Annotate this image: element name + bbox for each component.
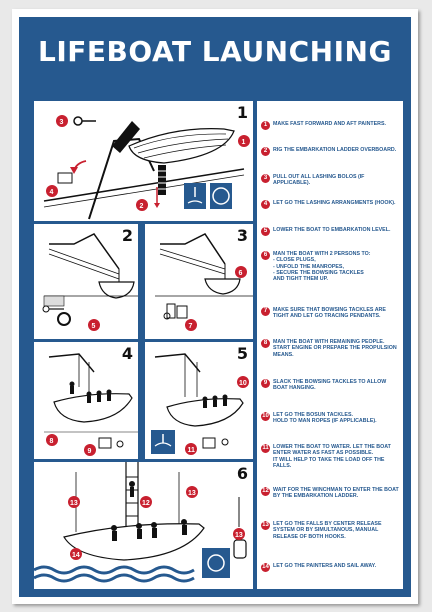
step-text: LET GO THE BOSUN TACKLES. HOLD TO MAN ROPES (IF APPLICABLE).	[273, 412, 377, 425]
step-number-badge: 2	[261, 147, 270, 156]
step-text: PULL OUT ALL LASHING BOLOS (IF APPLICABLE).	[273, 174, 365, 187]
step-text: WAIT FOR THE WINCHMAN TO ENTER THE BOAT BY THE EMBARKATION LADDER.	[273, 487, 399, 500]
illustration-panel-1	[34, 101, 253, 221]
step-text: LOWER THE BOAT TO EMBARKATION LEVEL.	[273, 227, 391, 233]
step-item	[261, 487, 401, 500]
svg-text:12: 12	[142, 500, 150, 507]
svg-text:7: 7	[188, 323, 193, 330]
svg-text:10: 10	[239, 380, 247, 387]
panel-number: 1	[236, 103, 248, 122]
step-text: RIG THE EMBARKATION LADDER OVERBOARD.	[273, 147, 397, 153]
page-title: LIFEBOAT LAUNCHING	[38, 35, 392, 68]
step-number-badge: 8	[261, 339, 270, 348]
svg-text:13: 13	[70, 500, 78, 507]
step-text: LET GO THE FALLS BY CENTER RELEASE SYSTEM OR BY SIMULTANOUS, MANUAL RELEASE OF BOTH HOOKS.	[273, 521, 382, 540]
svg-text:4: 4	[49, 189, 54, 196]
step-number-badge: 4	[261, 200, 270, 209]
step-number-badge: 1	[261, 121, 270, 130]
step-item	[261, 200, 401, 209]
svg-text:9: 9	[87, 448, 92, 455]
panel-number: 2	[121, 226, 133, 245]
svg-text:6: 6	[238, 270, 243, 277]
illustration-panel-3	[145, 224, 253, 339]
svg-text:13: 13	[188, 490, 196, 497]
sign-sheet	[12, 9, 418, 604]
svg-text:1: 1	[241, 139, 246, 146]
svg-text:2: 2	[139, 203, 144, 210]
step-item	[261, 121, 401, 130]
step-text: MAN THE BOAT WITH REMAINING PEOPLE. START ENGINE OR PREPARE THE PROPULSION MEANS.	[273, 339, 397, 358]
step-text: MAN THE BOAT WITH 2 PERSONS TO: - CLOSE PLUGS, - UNFOLD THE MANROPES, - SECURE THE BOWSING TACKLES AND TIGHT THEM UP.	[273, 251, 371, 283]
panel-number: 4	[121, 344, 133, 363]
step-item	[261, 251, 401, 282]
panel-6-drawing	[34, 462, 253, 589]
step-number-badge: 13	[262, 522, 269, 528]
step-item	[261, 307, 401, 320]
step-text: LET GO THE LASHING ARRANGMENTS (HOOK).	[273, 200, 396, 206]
step-number-badge: 9	[261, 379, 270, 388]
step-item	[261, 147, 401, 156]
step-item	[261, 174, 401, 187]
step-text: LOWER THE BOAT TO WATER. LET THE BOAT ENTER WATER AS FAST AS POSSIBLE. IT WILL HELP TO TAKE THE LOAD OFF THE FALLS.	[273, 444, 391, 469]
step-item	[261, 227, 401, 236]
step-item	[261, 521, 401, 540]
step-number-badge: 7	[261, 307, 270, 316]
svg-text:5: 5	[91, 323, 96, 330]
step-number-badge: 10	[262, 413, 269, 419]
steps-list	[257, 101, 403, 589]
svg-text:14: 14	[72, 552, 80, 559]
step-number-badge: 6	[261, 251, 270, 260]
panel-number: 5	[236, 344, 248, 363]
illustration-panel-6	[34, 462, 253, 589]
step-item	[261, 412, 401, 425]
panel-number: 3	[236, 226, 248, 245]
illustration-panel-2	[34, 224, 138, 339]
step-number-badge: 3	[261, 174, 270, 183]
product-code: TPS08	[49, 584, 63, 589]
step-text: MAKE SURE THAT BOWSING TACKLES ARE TIGHT AND LET GO TRACING PENDANTS.	[273, 307, 386, 320]
svg-text:8: 8	[49, 438, 54, 445]
step-number-badge: 12	[262, 488, 269, 494]
step-text: MAKE FAST FORWARD AND AFT PAINTERS.	[273, 121, 386, 127]
step-item	[261, 379, 401, 392]
svg-text:3: 3	[59, 119, 64, 126]
step-item	[261, 339, 401, 358]
svg-text:11: 11	[187, 447, 195, 454]
brand-label: signproject ©	[368, 584, 395, 589]
step-text: LET GO THE PAINTERS AND SAIL AWAY.	[273, 563, 377, 569]
svg-text:13: 13	[235, 532, 243, 539]
step-number-badge: 5	[261, 227, 270, 236]
sign-plate	[19, 17, 411, 597]
step-number-badge: 14	[262, 564, 269, 570]
step-item	[261, 444, 401, 469]
step-text: SLACK THE BOWSING TACKLES TO ALLOW BOAT HANGING.	[273, 379, 387, 392]
panel-1-drawing	[34, 101, 253, 221]
illustration-panel-4	[34, 342, 138, 459]
step-number-badge: 11	[262, 445, 269, 451]
illustration-panel-5	[145, 342, 253, 459]
step-item	[261, 563, 401, 572]
panel-number: 6	[236, 464, 248, 483]
